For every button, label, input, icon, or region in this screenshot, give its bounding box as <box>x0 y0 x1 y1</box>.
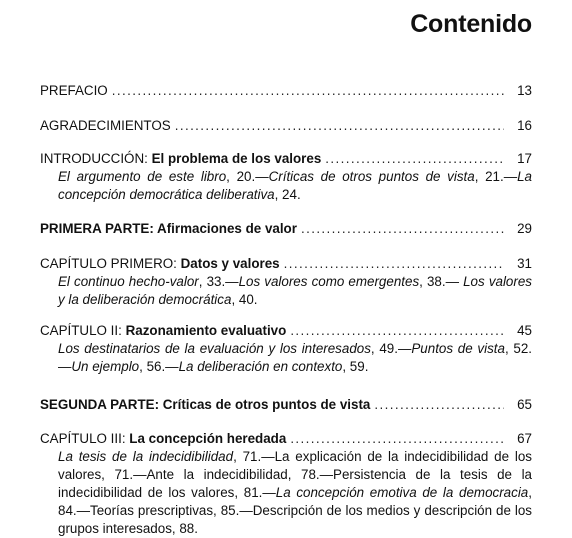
dot-leader <box>374 396 504 414</box>
toc-entry-line <box>40 220 532 238</box>
subsection-text: El continuo hecho-valor <box>58 274 199 289</box>
dot-leader <box>325 150 504 168</box>
subsection-text: La tesis de la indecidibilidad <box>58 449 234 464</box>
toc-entry-line <box>40 82 532 100</box>
toc-entry-title: SEGUNDA PARTE: Críticas de otros puntos de vista <box>40 397 371 412</box>
subsection-text: Los destinatarios de la evaluación y los interesados <box>58 341 371 356</box>
subsection-text: , 71.—La explicación de la indecidibilidad de los valores, 71.—Ante la indecidibilidad, 78.—Persistencia de la tesis de la indecidibilidad de los valores, 81.— <box>58 449 532 500</box>
toc-entry-label: El problema de los valores <box>151 151 322 166</box>
toc-entry-title <box>40 150 321 168</box>
page-number: 17 <box>517 151 532 166</box>
toc-entry-line <box>40 396 532 414</box>
toc-entry <box>40 82 532 100</box>
page-number: 67 <box>517 431 532 446</box>
toc-entry-title <box>40 255 280 273</box>
subsection-text: , 21.— <box>474 169 518 184</box>
subsection-text: La concepción democrática deliberativa <box>58 169 533 202</box>
subsection-text: , 24. <box>274 187 301 202</box>
page-number: 65 <box>517 397 532 412</box>
toc-entry <box>40 430 532 538</box>
toc-entry-prefix: INTRODUCCIÓN: <box>40 151 152 166</box>
subsection-text: , 38.— <box>419 274 464 289</box>
dot-leader <box>301 220 504 238</box>
page-number: 13 <box>517 83 532 98</box>
toc-entry <box>40 117 532 135</box>
toc-entry-title: PRIMERA PARTE: Afirmaciones de valor <box>40 221 297 236</box>
toc-entry-line <box>40 150 532 168</box>
dot-leader <box>112 82 504 100</box>
toc-entry-prefix: CAPÍTULO III: <box>40 431 130 446</box>
subsection-text: , 40. <box>231 292 258 307</box>
toc-entry-prefix: CAPÍTULO II: <box>40 323 126 338</box>
toc-subsections <box>40 168 532 204</box>
toc-entry-label: Razonamiento evaluativo <box>125 323 287 338</box>
page-number: 16 <box>517 118 532 133</box>
dot-leader <box>290 430 504 448</box>
subsection-text: Un ejemplo <box>71 359 140 374</box>
page-title: Contenido <box>410 10 532 38</box>
toc-entry-title <box>40 430 286 448</box>
subsection-text: Puntos de vista <box>411 341 505 356</box>
subsection-text: Los valores como emergentes <box>238 274 420 289</box>
page-number: 31 <box>517 256 532 271</box>
toc-subsections <box>40 273 532 309</box>
page-number: 45 <box>517 323 532 338</box>
toc-entry-line <box>40 255 532 273</box>
toc-entry <box>40 396 532 414</box>
subsection-text: Críticas de otros puntos de vista <box>268 169 475 184</box>
dot-leader <box>175 117 504 135</box>
subsection-text: , 56.— <box>139 359 179 374</box>
toc-entry-label: La concepción heredada <box>129 431 287 446</box>
subsection-text: La deliberación en contexto <box>178 359 343 374</box>
toc-entry-line <box>40 322 532 340</box>
dot-leader <box>284 255 504 273</box>
subsection-text: Los valores y la deliberación democrática <box>58 274 532 307</box>
toc-entry-line <box>40 430 532 448</box>
subsection-text: , 59. <box>342 359 369 374</box>
subsection-text: , 20.— <box>226 169 269 184</box>
dot-leader <box>290 322 504 340</box>
page-number: 29 <box>517 221 532 236</box>
toc-entry <box>40 322 532 376</box>
toc-entry-prefix: CAPÍTULO PRIMERO: <box>40 256 181 271</box>
toc-entry <box>40 220 532 238</box>
toc-entry-title <box>40 322 286 340</box>
toc-entry <box>40 255 532 309</box>
subsection-text: , 52.— <box>58 341 532 374</box>
subsection-text: , 33.— <box>198 274 239 289</box>
subsection-text: , 49.— <box>370 341 412 356</box>
subsection-text: , 84.—Teorías prescriptivas, 85.—Descripción de los medios y descripción de los grupos interesados, 88. <box>58 485 532 536</box>
toc-entry-label: Datos y valores <box>180 256 280 271</box>
toc-entry <box>40 150 532 204</box>
subsection-text: La concepción emotiva de la democracia <box>275 485 529 500</box>
toc-entry-line <box>40 117 532 135</box>
toc-subsections <box>40 340 532 376</box>
toc-subsections <box>40 448 532 538</box>
subsection-text: El argumento de este libro <box>58 169 227 184</box>
toc-entry-title: AGRADECIMIENTOS <box>40 118 171 133</box>
toc-entry-title: PREFACIO <box>40 83 108 98</box>
